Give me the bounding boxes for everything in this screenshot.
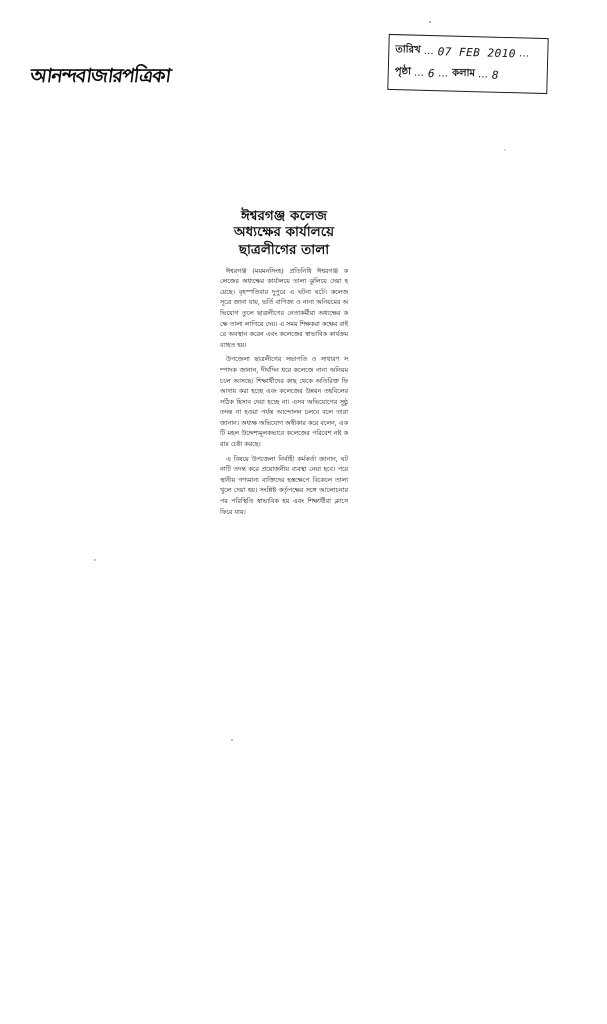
stamp-column-label: কলাম xyxy=(451,67,476,79)
stamp-dots: … xyxy=(437,67,450,80)
article-body xyxy=(220,267,348,519)
stamp-dots: … xyxy=(518,47,531,60)
stamp-page-value: 6 xyxy=(427,66,436,80)
stamp-dots: … xyxy=(413,67,426,79)
article-paragraph: উপজেলা ছাত্রলীগের সভাপতি ও সাধারণ সম্পাদক জানান, দীর্ঘদিন ধরে কলেজে নানা অনিয়ম চলে আসছে। শিক্ষার্থীদের কাছ থেকে অতিরিক্ত ফি আদায় করা হচ্ছে এবং কলেজের উন্নয়ন তহবিলের সঠিক হিসাব দেয়া হচ্ছে না। এসব অভিযোগের সুষ্ঠু তদন্ত না হওয়া পর্যন্ত আন্দোলন চলবে বলে তারা জানান। অধ্যক্ষ অভিযোগ অস্বীকার করে বলেন, একটি মহল উদ্দেশ্যমূলকভাবে কলেজের পরিবেশ নষ্ট করার চেষ্টা করছে। xyxy=(220,356,348,449)
headline-line-3: ছাত্রলীগের তালা xyxy=(238,242,330,259)
stamp-date-label: তারিখ xyxy=(395,43,421,56)
archive-stamp xyxy=(387,34,548,94)
article-headline xyxy=(220,208,348,259)
news-clipping xyxy=(220,208,348,522)
newspaper-masthead: আনন্দবাজারপত্রিকা xyxy=(28,65,172,87)
stamp-dots: … xyxy=(423,45,435,57)
stamp-page-row xyxy=(394,61,541,87)
article-paragraph: এ বিষয়ে উপজেলা নির্বাহী কর্মকর্তা জানান, ঘটনাটি তদন্ত করে প্রয়োজনীয় ব্যবস্থা নেয়া হবে। পরে স্থানীয় গণ্যমান্য ব্যক্তিদের হস্তক্ষেপে বিকেলে তালা খুলে দেয়া হয়। সংশ্লিষ্ট কর্তৃপক্ষের সঙ্গে আলোচনার পর পরিস্থিতি স্বাভাবিক হয় এবং শিক্ষার্থীরা ক্লাসে ফিরে যায়। xyxy=(220,455,348,516)
headline-line-1: ঈশ্বরগঞ্জ কলেজ xyxy=(240,208,328,224)
article-paragraph: ঈশ্বরগঞ্জ (ময়মনসিংহ) প্রতিনিধি ঈশ্বরগঞ্জ কলেজের অধ্যক্ষের কার্যালয়ে তালা ঝুলিয়ে দেয়া হয়েছে। বৃহস্পতিবার দুপুরে এ ঘটনা ঘটে। কলেজ সূত্রে জানা যায়, ভর্তি বাণিজ্য ও নানা অনিয়মের অভিযোগ তুলে ছাত্রলীগের নেতাকর্মীরা অধ্যক্ষের কক্ষে তালা লাগিয়ে দেয়। এ সময় শিক্ষকরা কক্ষের বাইরে অবস্থান করেন এবং কলেজের স্বাভাবিক কার্যক্রম ব্যাহত হয়। xyxy=(220,267,348,349)
stamp-dots: … xyxy=(477,68,490,81)
stamp-page-label: পৃষ্ঠা xyxy=(394,65,412,78)
headline-line-2: অধ্যক্ষের কার্যালয়ে xyxy=(233,224,335,241)
stamp-date-value: 07 FEB 2010 xyxy=(437,44,517,60)
stamp-column-value: 8 xyxy=(491,68,500,82)
